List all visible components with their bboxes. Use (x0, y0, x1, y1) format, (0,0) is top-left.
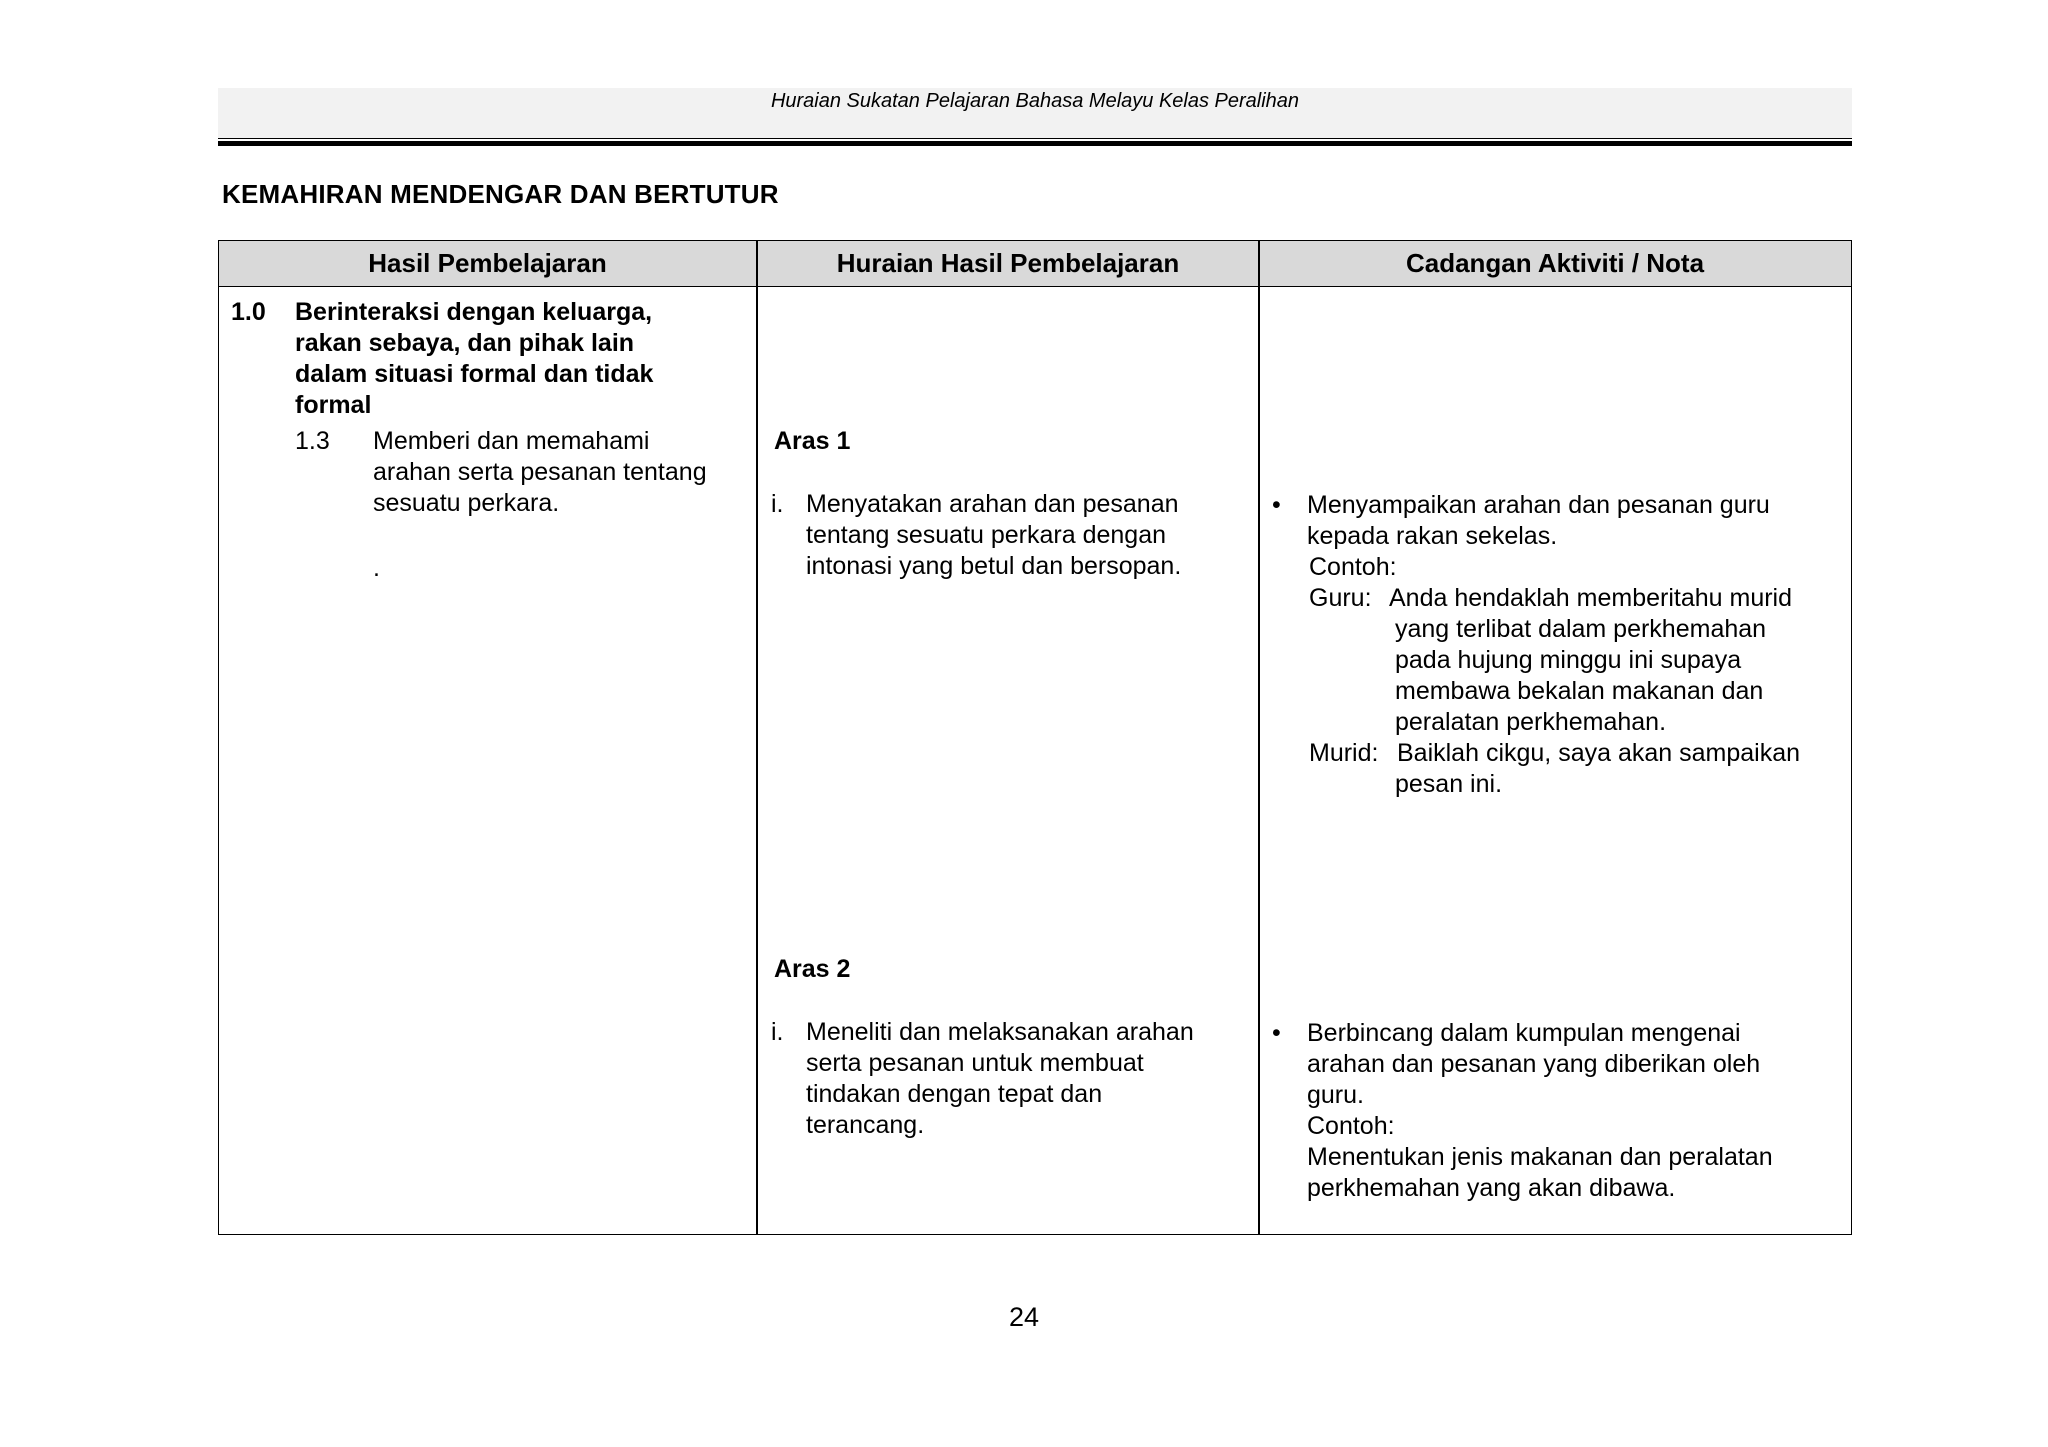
header-rule-thick (218, 141, 1852, 146)
aras-2-marker: i. (771, 1018, 784, 1046)
aras-2-label: Aras 2 (774, 955, 851, 983)
activity-2-line: guru. (1307, 1081, 1364, 1109)
guru-line: pada hujung minggu ini supaya (1395, 646, 1742, 674)
sub-outcome-line: Memberi dan memahami (373, 427, 650, 455)
column-header-huraian: Huraian Hasil Pembelajaran (836, 248, 1180, 278)
column-header-cadangan: Cadangan Aktiviti / Nota (1405, 248, 1705, 278)
activity-2-line: arahan dan pesanan yang diberikan oleh (1307, 1050, 1761, 1078)
curriculum-table (218, 240, 1852, 1235)
section-title: KEMAHIRAN MENDENGAR DAN BERTUTUR (222, 179, 779, 209)
bullet-icon: • (1272, 491, 1281, 519)
main-outcome-line: dalam situasi formal dan tidak (295, 360, 654, 388)
guru-line: yang terlibat dalam perkhemahan (1395, 615, 1767, 643)
guru-line: membawa bekalan makanan dan (1395, 677, 1764, 705)
bullet-icon: • (1272, 1019, 1281, 1047)
aras-2-line: terancang. (806, 1111, 925, 1139)
activity-2-example-line: Menentukan jenis makanan dan peralatan (1307, 1143, 1773, 1171)
header-rule-thin (218, 138, 1852, 139)
activity-1-line: Menyampaikan arahan dan pesanan guru (1307, 491, 1770, 519)
aras-2-line: serta pesanan untuk membuat (806, 1049, 1144, 1077)
column-divider-1 (756, 241, 758, 1234)
main-outcome-line: Berinteraksi dengan keluarga, (295, 298, 653, 326)
aras-1-line: intonasi yang betul dan bersopan. (806, 552, 1182, 580)
activity-2-line: Berbincang dalam kumpulan mengenai (1307, 1019, 1741, 1047)
table-header-row (219, 241, 1851, 287)
guru-line: peralatan perkhemahan. (1395, 708, 1667, 736)
main-outcome-line: formal (295, 391, 372, 419)
aras-1-label: Aras 1 (774, 427, 851, 455)
murid-line: Baiklah cikgu, saya akan sampaikan (1397, 739, 1801, 767)
stray-dot: . (373, 554, 380, 582)
murid-label: Murid: (1309, 739, 1379, 767)
guru-label: Guru: (1309, 584, 1372, 612)
main-outcome-number: 1.0 (231, 298, 266, 326)
activity-1-line: kepada rakan sekelas. (1307, 522, 1558, 550)
activity-1-contoh: Contoh: (1309, 553, 1397, 581)
aras-1-line: tentang sesuatu perkara dengan (806, 521, 1166, 549)
activity-2-contoh: Contoh: (1307, 1112, 1395, 1140)
column-header-hasil: Hasil Pembelajaran (368, 248, 607, 278)
sub-outcome-line: arahan serta pesanan tentang (373, 458, 707, 486)
main-outcome-line: rakan sebaya, dan pihak lain (295, 329, 635, 357)
sub-outcome-line: sesuatu perkara. (373, 489, 560, 517)
murid-line: pesan ini. (1395, 770, 1503, 798)
aras-2-line: tindakan dengan tepat dan (806, 1080, 1103, 1108)
aras-1-line: Menyatakan arahan dan pesanan (806, 490, 1179, 518)
header-title: Huraian Sukatan Pelajaran Bahasa Melayu Kelas Peralihan (770, 90, 1300, 112)
aras-2-line: Meneliti dan melaksanakan arahan (806, 1018, 1194, 1046)
aras-1-marker: i. (771, 490, 784, 518)
activity-2-example-line: perkhemahan yang akan dibawa. (1307, 1174, 1676, 1202)
guru-line: Anda hendaklah memberitahu murid (1389, 584, 1793, 612)
column-divider-2 (1258, 241, 1260, 1234)
sub-outcome-number: 1.3 (295, 427, 330, 455)
page-number: 24 (1008, 1302, 1040, 1332)
